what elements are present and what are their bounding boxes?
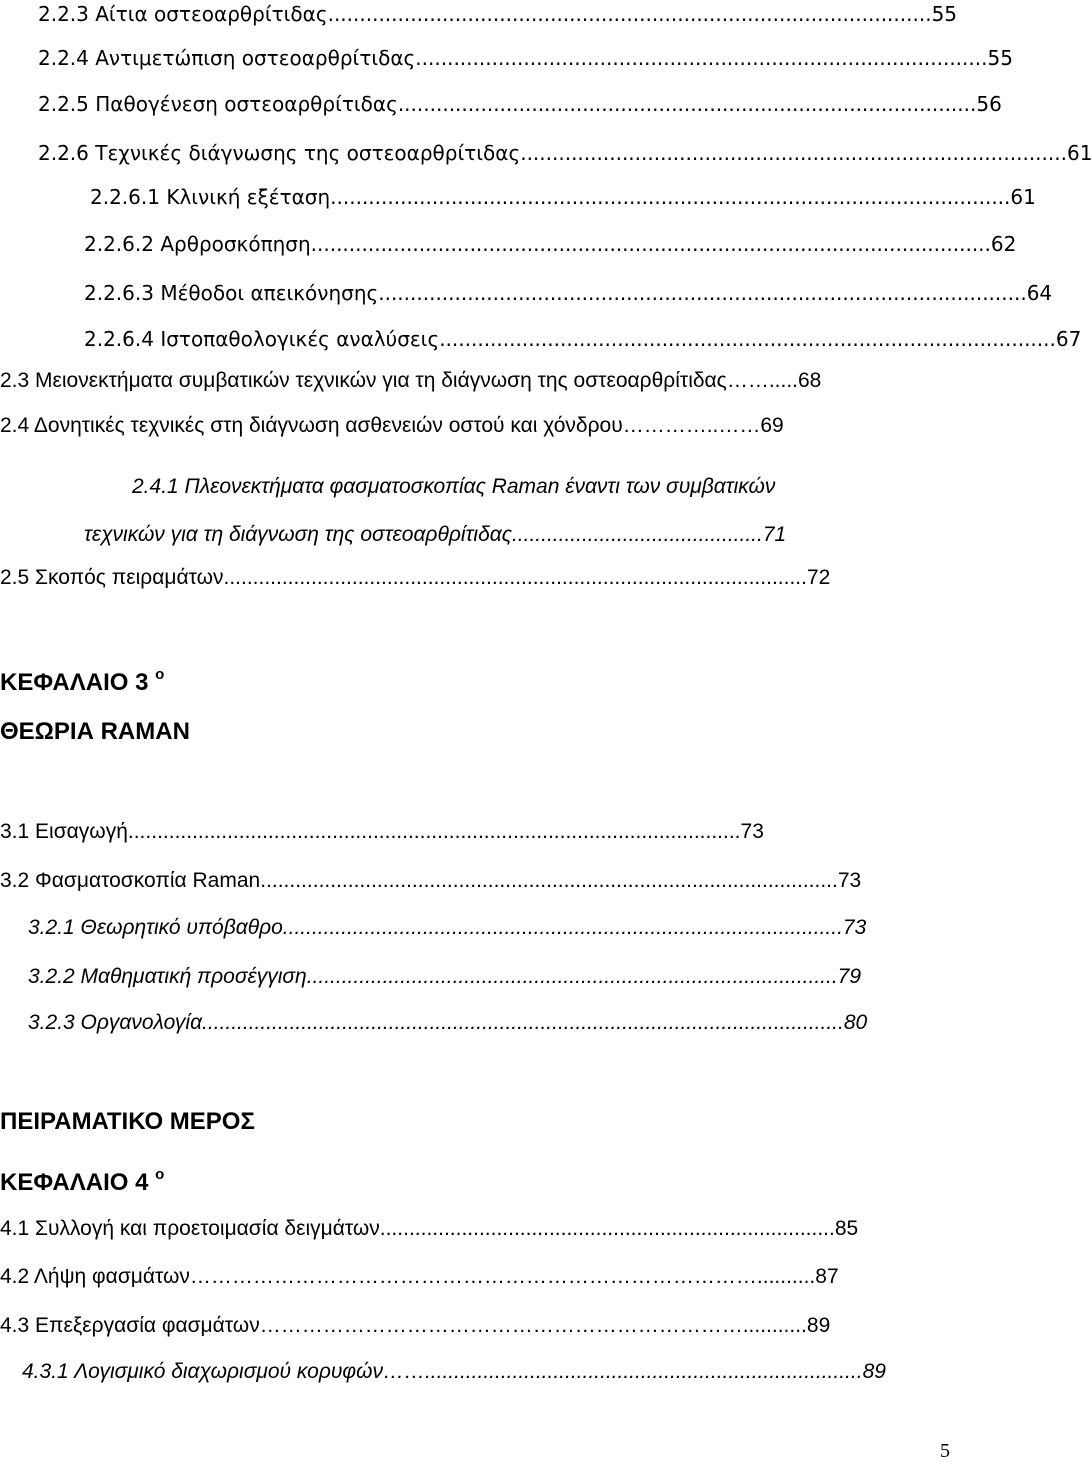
toc-leader-dots: ................................................................................................... bbox=[260, 869, 838, 892]
toc-entry-title: 2.2.6.2 Αρθροσκόπηση bbox=[84, 232, 311, 256]
toc-leader-dots: .............................................................................. bbox=[379, 1217, 835, 1240]
toc-entry-2-2-6-3[interactable] bbox=[84, 278, 1053, 308]
toc-page-number: 72 bbox=[806, 566, 831, 589]
toc-entry-3-2-1[interactable] bbox=[28, 913, 954, 943]
toc-leader-dots: .......................................................................................... bbox=[415, 46, 988, 70]
chapter-label-text: ΚΕΦΑΛΑΙΟ 3 bbox=[0, 669, 149, 696]
toc-entry-2-2-5[interactable] bbox=[38, 89, 1002, 119]
toc-page-number: 64 bbox=[1026, 281, 1053, 305]
toc-page-number: 89 bbox=[806, 1314, 831, 1337]
toc-entry-2-4-1-line1[interactable] bbox=[132, 472, 954, 502]
toc-entry-title: 4.1 Συλλογή και προετοιμασία δειγμάτων bbox=[0, 1217, 380, 1240]
toc-leader-dots: ........................................... bbox=[511, 523, 763, 546]
toc-entry-title: 2.2.6 Τεχνικές διάγνωσης της οστεοαρθρίτιδας bbox=[38, 141, 521, 165]
toc-entry-4-2[interactable] bbox=[0, 1262, 954, 1292]
toc-page-number: 55 bbox=[931, 2, 958, 26]
toc-entry-3-1[interactable] bbox=[0, 817, 954, 847]
toc-entry-2-4-1-line2[interactable] bbox=[84, 520, 954, 550]
toc-page-number: 61 bbox=[1010, 185, 1036, 209]
toc-leader-dots: ...................................................................................... bbox=[520, 141, 1067, 165]
toc-entry-title: 4.3 Επεξεργασία φασμάτων bbox=[0, 1314, 260, 1337]
toc-leader-dots: …………..…… bbox=[622, 414, 761, 437]
toc-entry-title: 3.2.1 Θεωρητικό υπόβαθρο bbox=[28, 916, 283, 939]
toc-entry-title: 2.4.1 Πλεονεκτήματα φασματοσκοπίας Raman έναντι των συμβατικών bbox=[132, 475, 776, 498]
toc-entry-2-3[interactable] bbox=[0, 366, 954, 396]
toc-entry-2-2-6[interactable] bbox=[38, 138, 1092, 168]
toc-page-number: 61 bbox=[1066, 141, 1092, 165]
chapter-3-label bbox=[0, 661, 164, 699]
toc-entry-title: 2.5 Σκοπός πειραμάτων bbox=[0, 566, 224, 589]
toc-leader-dots: ................................................................................................. bbox=[439, 327, 1056, 351]
toc-page-number: 73 bbox=[837, 869, 862, 892]
toc-entry-2-2-6-1[interactable] bbox=[90, 182, 1036, 212]
toc-entry-3-2[interactable] bbox=[0, 866, 954, 896]
toc-page-number: 79 bbox=[837, 965, 862, 988]
toc-entry-2-2-3[interactable] bbox=[38, 0, 958, 29]
experimental-part-title: ΠΕΙΡΑΜΑΤΙΚΟ ΜΕΡΟΣ bbox=[0, 1108, 255, 1135]
chapter-ordinal: ο bbox=[155, 666, 165, 683]
toc-leader-dots: ......................................................................................................... bbox=[127, 820, 741, 843]
toc-leader-dots: ............................................................................................... bbox=[327, 2, 932, 26]
toc-page-number: 67 bbox=[1055, 327, 1082, 351]
toc-leader-dots: ……………………………………………………………………….......... bbox=[189, 1265, 816, 1288]
toc-leader-dots: ........................................................................................................... bbox=[330, 185, 1011, 209]
toc-leader-dots: .............................................................................................................. bbox=[202, 1011, 844, 1034]
toc-entry-title: 4.2 Λήψη φασμάτων bbox=[0, 1265, 190, 1288]
toc-leader-dots: ……………………………………………………………........... bbox=[259, 1314, 807, 1337]
chapter-ordinal: ο bbox=[155, 1166, 165, 1183]
toc-entry-title: 2.2.6.3 Μέθοδοι απεικόνησης bbox=[84, 281, 379, 305]
toc-entry-title: 2.2.3 Αίτια οστεοαρθρίτιδας bbox=[38, 2, 328, 26]
toc-page-number: 55 bbox=[987, 46, 1013, 70]
chapter-label-text: ΚΕΦΑΛΑΙΟ 4 bbox=[0, 1169, 149, 1196]
toc-entry-4-1[interactable] bbox=[0, 1214, 954, 1244]
toc-entry-3-2-3[interactable] bbox=[28, 1008, 954, 1038]
toc-leader-dots: .................................................................................................... bbox=[223, 566, 807, 589]
toc-entry-2-5[interactable] bbox=[0, 563, 954, 593]
toc-page-number: 69 bbox=[760, 414, 784, 437]
toc-entry-title: τεχνικών για τη διάγνωση της οστεοαρθρίτιδας bbox=[84, 523, 512, 546]
toc-page-number: 73 bbox=[740, 820, 764, 843]
toc-entry-title: 2.2.6.1 Κλινική εξέταση bbox=[90, 185, 331, 209]
toc-page-number: 62 bbox=[990, 232, 1017, 256]
chapter-4-label bbox=[0, 1161, 164, 1199]
toc-leader-dots: ........................................................................................... bbox=[306, 965, 838, 988]
toc-entry-2-2-6-4[interactable] bbox=[84, 324, 1082, 354]
toc-leader-dots: ........................................................................................................... bbox=[310, 232, 991, 256]
toc-entry-4-3-1[interactable] bbox=[22, 1357, 954, 1387]
toc-entry-3-2-2[interactable] bbox=[28, 962, 954, 992]
toc-entry-title: 2.2.5 Παθογένεση οστεοαρθρίτιδας bbox=[38, 92, 398, 116]
toc-page-number: 85 bbox=[834, 1217, 859, 1240]
toc-entry-2-2-6-2[interactable] bbox=[84, 229, 1017, 259]
toc-page-number: 80 bbox=[843, 1011, 868, 1034]
toc-page-number: 71 bbox=[762, 523, 787, 546]
toc-entry-title: 2.2.4 Αντιμετώπιση οστεοαρθρίτιδας bbox=[38, 46, 416, 70]
toc-entry-title: 3.2.2 Μαθηματική προσέγγιση bbox=[28, 965, 307, 988]
page-number: 5 bbox=[940, 1440, 950, 1462]
toc-page-number: 87 bbox=[815, 1265, 839, 1288]
toc-entry-title: 2.2.6.4 Ιστοπαθολογικές αναλύσεις bbox=[84, 327, 440, 351]
toc-entry-title: 3.1 Εισαγωγή bbox=[0, 820, 128, 843]
toc-page-number: 68 bbox=[798, 369, 822, 392]
chapter-3-title: ΘΕΩΡΙΑ RAMAN bbox=[0, 718, 190, 745]
toc-entry-title: 4.3.1 Λογισμικό διαχωρισμού κορυφών bbox=[22, 1360, 383, 1383]
toc-entry-title: 2.3 Μειονεκτήματα συμβατικών τεχνικών για τη διάγνωση της οστεοαρθρίτιδας bbox=[0, 369, 727, 392]
toc-entry-title: 3.2.3 Οργανολογία bbox=[28, 1011, 203, 1034]
toc-leader-dots: ……........................................................................... bbox=[382, 1360, 863, 1383]
toc-entry-title: 3.2 Φασματοσκοπία Raman bbox=[0, 869, 261, 892]
toc-leader-dots: ........................................................................................... bbox=[397, 92, 977, 116]
toc-leader-dots: ................................................................................................ bbox=[282, 916, 843, 939]
toc-page-number: 89 bbox=[862, 1360, 886, 1383]
toc-entry-4-3[interactable] bbox=[0, 1311, 954, 1341]
toc-entry-2-2-4[interactable] bbox=[38, 43, 1013, 73]
toc-entry-title: 2.4 Δονητικές τεχνικές στη διάγνωση ασθενειών οστού και χόνδρου bbox=[0, 414, 623, 437]
toc-page-number: 73 bbox=[842, 916, 867, 939]
toc-leader-dots: ...................................................................................................... bbox=[378, 281, 1027, 305]
toc-entry-2-4[interactable] bbox=[0, 411, 954, 441]
toc-leader-dots: ……..... bbox=[726, 369, 798, 392]
toc-page-number: 56 bbox=[976, 92, 1002, 116]
